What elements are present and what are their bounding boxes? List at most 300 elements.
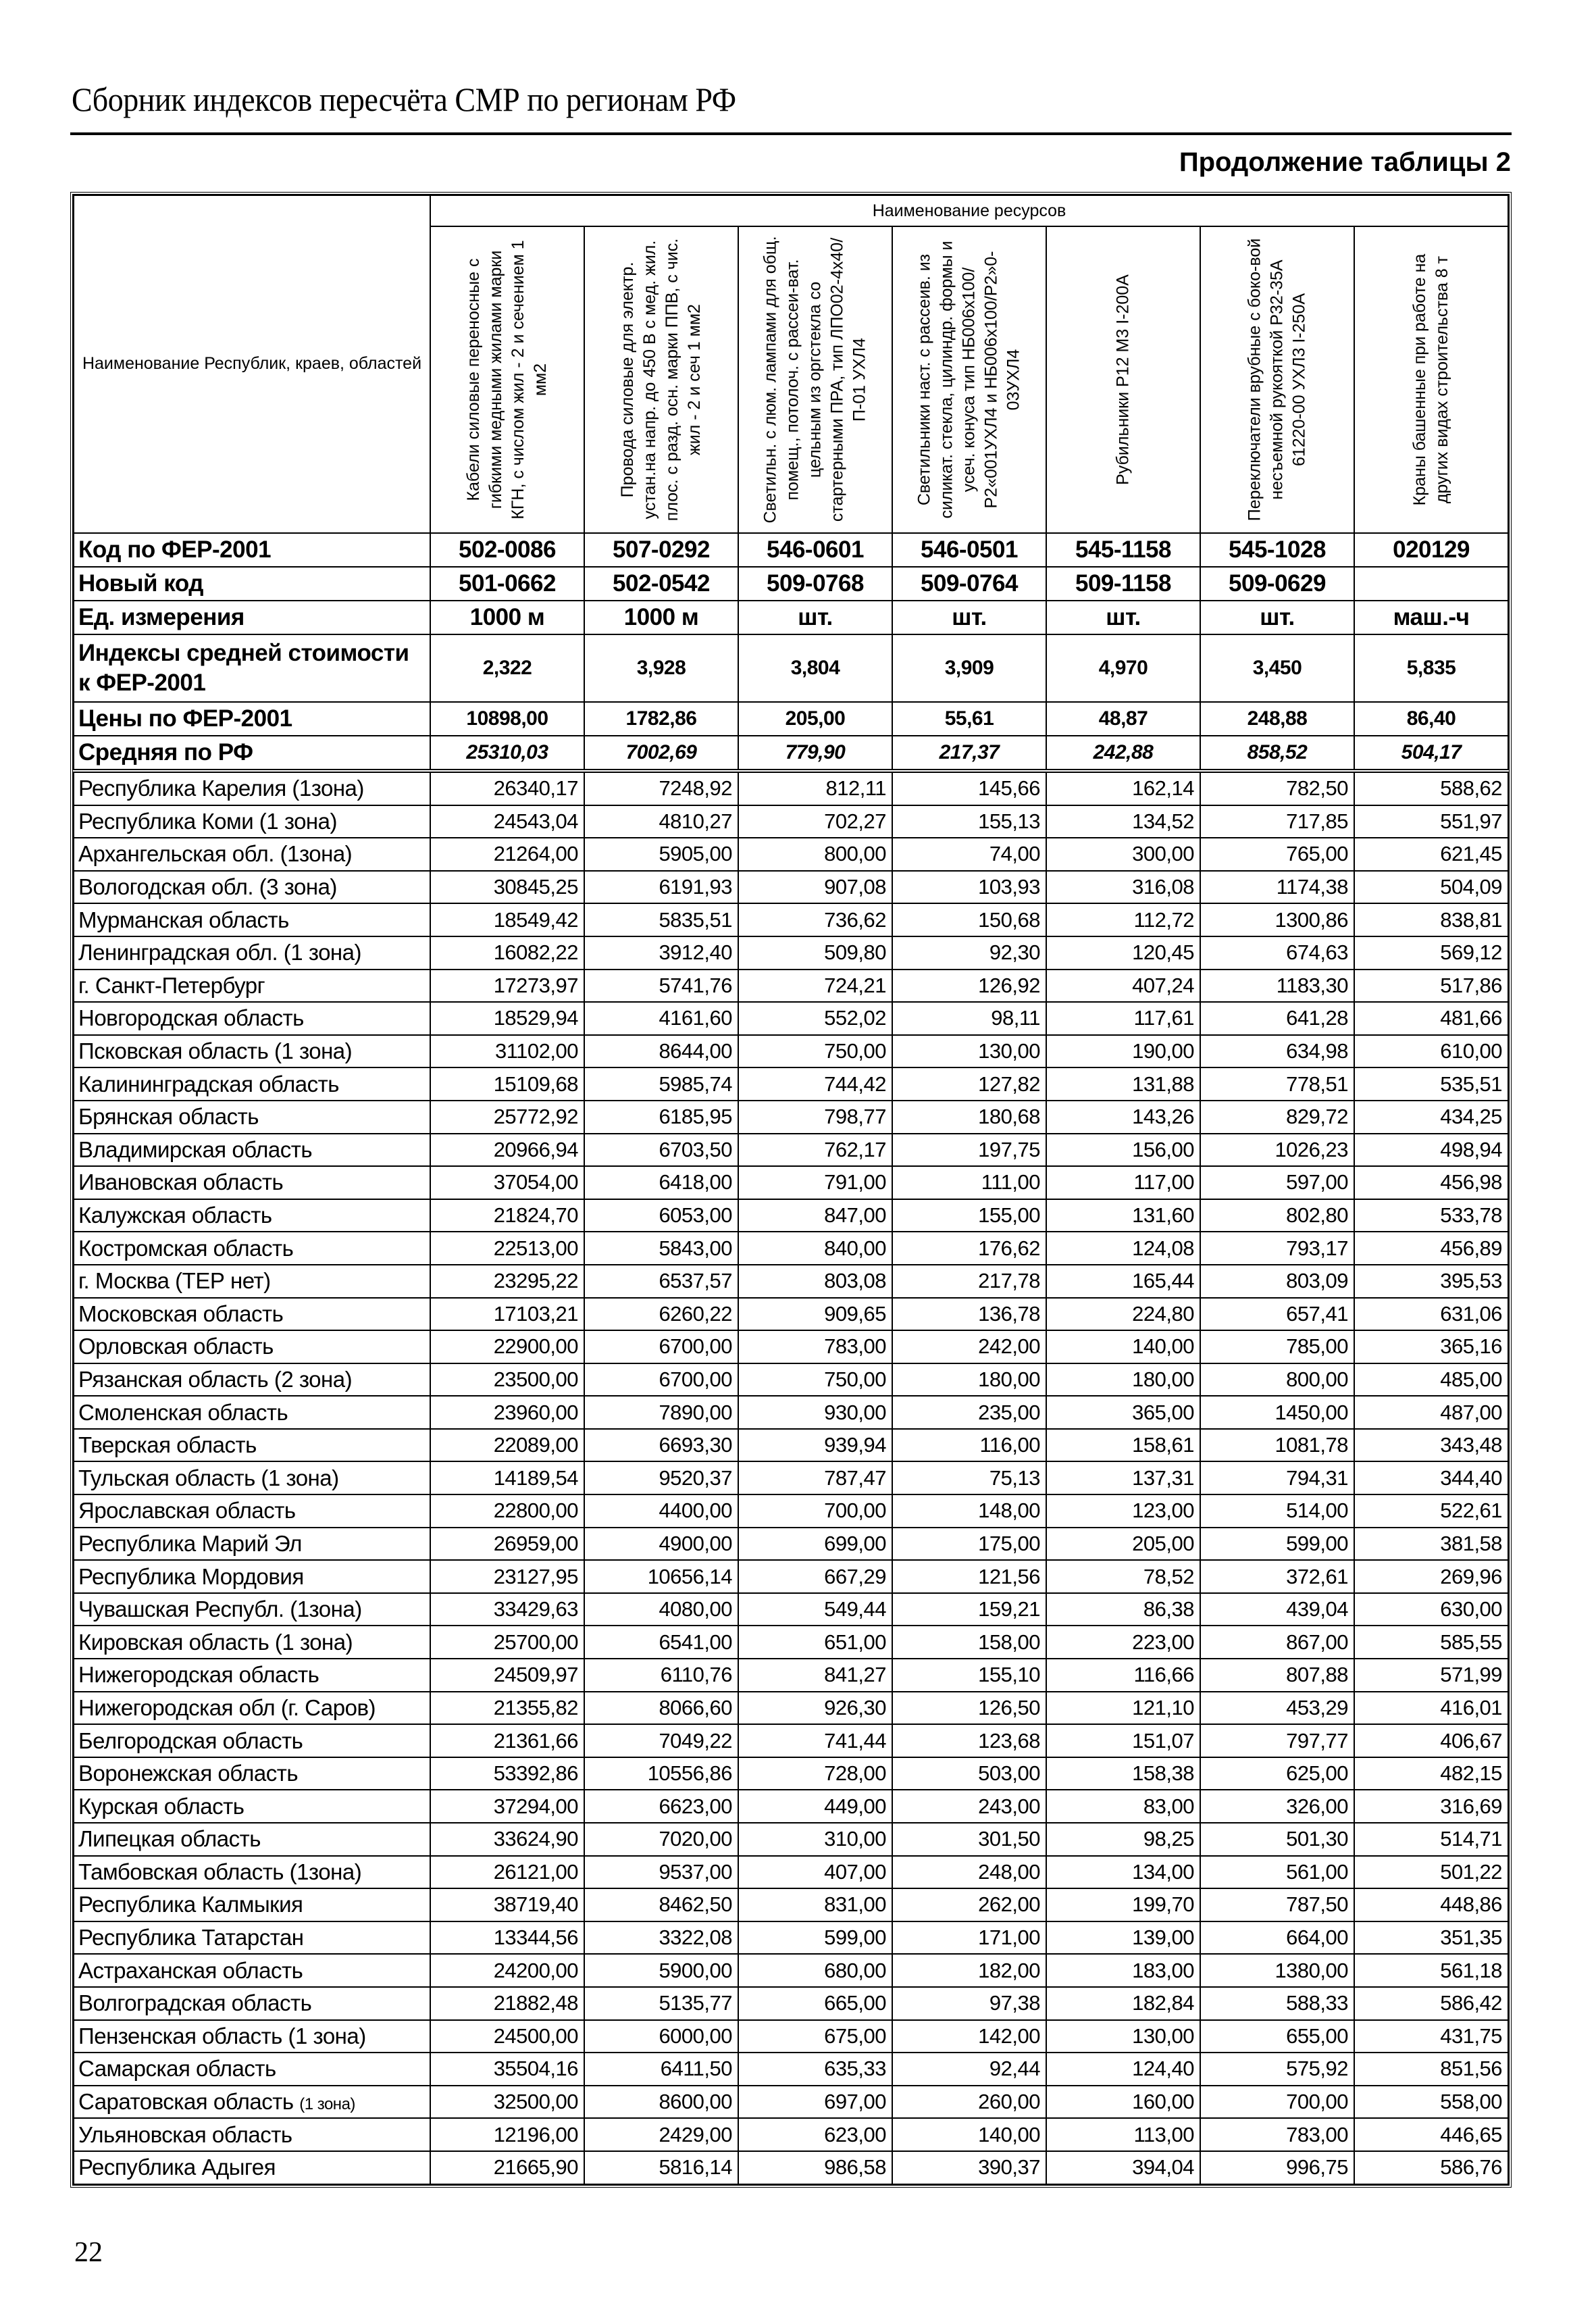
region-label: Волгоградская область: [78, 1990, 312, 2016]
price-cell: 680,00: [738, 1954, 892, 1987]
price-cell: 21882,48: [430, 1987, 584, 2020]
meta-cell: 3,450: [1200, 634, 1354, 702]
meta-cell: 3,928: [584, 634, 738, 702]
price-cell: 634,98: [1200, 1035, 1354, 1068]
price-cell: 126,92: [892, 970, 1046, 1003]
price-cell: 535,51: [1354, 1067, 1508, 1101]
price-cell: 449,00: [738, 1790, 892, 1823]
table-row: [74, 936, 1508, 970]
meta-rows: [74, 533, 1508, 771]
region-label: Мурманская область: [78, 907, 289, 932]
price-cell: 514,00: [1200, 1494, 1354, 1528]
price-cell: 6541,00: [584, 1626, 738, 1659]
region-name: [74, 2020, 430, 2053]
price-cell: 23295,22: [430, 1265, 584, 1298]
price-cell: 631,06: [1354, 1298, 1508, 1331]
price-cell: 25772,92: [430, 1101, 584, 1134]
meta-cell: 546-0601: [738, 533, 892, 567]
meta-cell: 779,90: [738, 736, 892, 771]
price-cell: 23500,00: [430, 1363, 584, 1397]
region-name: [74, 1987, 430, 2020]
price-cell: 6260,22: [584, 1298, 738, 1331]
region-label: Брянская область: [78, 1104, 259, 1130]
unit-row: [74, 601, 1508, 634]
meta-cell: 502-0542: [584, 567, 738, 601]
price-cell: 24509,97: [430, 1659, 584, 1692]
price-cell: 344,40: [1354, 1461, 1508, 1494]
price-cell: 32500,00: [430, 2086, 584, 2119]
price-cell: 1300,86: [1200, 903, 1354, 936]
table-row: [74, 2020, 1508, 2053]
table-row: [74, 1724, 1508, 1757]
price-cell: 503,00: [892, 1757, 1046, 1790]
price-cell: 699,00: [738, 1528, 892, 1561]
meta-cell: 3,909: [892, 634, 1046, 702]
price-cell: 798,77: [738, 1101, 892, 1134]
price-cell: 151,07: [1046, 1724, 1200, 1757]
region-label: Республика Карелия (1зона): [78, 776, 364, 801]
region-label: Республика Мордовия: [78, 1563, 304, 1589]
table-row: [74, 1035, 1508, 1068]
price-cell: 242,00: [892, 1330, 1046, 1363]
price-cell: 509,80: [738, 936, 892, 970]
table-row: [74, 1790, 1508, 1823]
meta-cell: маш.-ч: [1354, 601, 1508, 634]
price-cell: 21355,82: [430, 1692, 584, 1725]
price-cell: 7890,00: [584, 1396, 738, 1429]
price-cell: 406,67: [1354, 1724, 1508, 1757]
region-label: Ленинградская обл. (1 зона): [78, 940, 361, 965]
price-cell: 98,25: [1046, 1823, 1200, 1856]
price-cell: 131,88: [1046, 1067, 1200, 1101]
price-cell: 800,00: [738, 838, 892, 871]
price-cell: 224,80: [1046, 1298, 1200, 1331]
price-cell: 641,28: [1200, 1002, 1354, 1035]
price-cell: 37294,00: [430, 1790, 584, 1823]
price-cell: 143,26: [1046, 1101, 1200, 1134]
price-cell: 217,78: [892, 1265, 1046, 1298]
price-cell: 407,24: [1046, 970, 1200, 1003]
region-name: [74, 1199, 430, 1232]
price-cell: 635,33: [738, 2053, 892, 2086]
table-row: [74, 1888, 1508, 1921]
price-cell: 778,51: [1200, 1067, 1354, 1101]
price-cell: 175,00: [892, 1528, 1046, 1561]
price-cell: 310,00: [738, 1823, 892, 1856]
price-cell: 83,00: [1046, 1790, 1200, 1823]
meta-cell: 242,88: [1046, 736, 1200, 771]
price-cell: 126,50: [892, 1692, 1046, 1725]
table-row: [74, 1002, 1508, 1035]
price-cell: 783,00: [1200, 2118, 1354, 2151]
price-cell: 9537,00: [584, 1856, 738, 1889]
fer-code-row: [74, 533, 1508, 567]
region-name: [74, 2151, 430, 2184]
price-cell: 260,00: [892, 2086, 1046, 2119]
meta-cell: 217,37: [892, 736, 1046, 771]
cost-index-row: [74, 634, 1508, 702]
region-label: Калужская область: [78, 1203, 272, 1228]
price-cell: 381,58: [1354, 1528, 1508, 1561]
price-cell: 269,96: [1354, 1560, 1508, 1593]
price-cell: 439,04: [1200, 1593, 1354, 1626]
price-cell: 787,47: [738, 1461, 892, 1494]
price-cell: 728,00: [738, 1757, 892, 1790]
price-cell: 7020,00: [584, 1823, 738, 1856]
price-cell: 700,00: [1200, 2086, 1354, 2119]
region-label: Псковская область (1 зона): [78, 1038, 353, 1064]
price-cell: 6700,00: [584, 1330, 738, 1363]
region-label: Курская область: [78, 1793, 244, 1819]
table-row: [74, 1461, 1508, 1494]
price-cell: 160,00: [1046, 2086, 1200, 2119]
price-cell: 575,92: [1200, 2053, 1354, 2086]
price-cell: 939,94: [738, 1429, 892, 1462]
resource-header-1: Кабели силовые переносные с гибкими медными жилами марки КГН, с числом жил - 2 и сечением 1 мм2: [430, 226, 584, 533]
table-row: [74, 1265, 1508, 1298]
meta-cell: 509-0768: [738, 567, 892, 601]
price-cell: 569,12: [1354, 936, 1508, 970]
region-name: [74, 1101, 430, 1134]
price-cell: 487,00: [1354, 1396, 1508, 1429]
price-cell: 675,00: [738, 2020, 892, 2053]
price-cell: 996,75: [1200, 2151, 1354, 2184]
region-name: [74, 805, 430, 838]
price-cell: 625,00: [1200, 1757, 1354, 1790]
price-cell: 98,11: [892, 1002, 1046, 1035]
price-cell: 571,99: [1354, 1659, 1508, 1692]
region-name-header: Наименование Республик, краев, областей: [74, 195, 430, 533]
region-label: Самарская область: [78, 2056, 276, 2082]
price-cell: 23127,95: [430, 1560, 584, 1593]
region-name: [74, 771, 430, 805]
price-cell: 456,98: [1354, 1166, 1508, 1199]
region-label: Ивановская область: [78, 1169, 284, 1195]
meta-cell: 545-1158: [1046, 533, 1200, 567]
price-cell: 6700,00: [584, 1363, 738, 1397]
price-cell: 5985,74: [584, 1067, 738, 1101]
table-row: [74, 970, 1508, 1003]
price-cell: 394,04: [1046, 2151, 1200, 2184]
price-cell: 4161,60: [584, 1002, 738, 1035]
price-cell: 97,38: [892, 1987, 1046, 2020]
price-cell: 533,78: [1354, 1199, 1508, 1232]
region-name: [74, 1363, 430, 1397]
region-label: Нижегородская область: [78, 1662, 319, 1688]
price-cell: 155,13: [892, 805, 1046, 838]
price-cell: 4400,00: [584, 1494, 738, 1528]
price-cell: 158,61: [1046, 1429, 1200, 1462]
price-cell: 5741,76: [584, 970, 738, 1003]
price-cell: 416,01: [1354, 1692, 1508, 1725]
price-cell: 162,14: [1046, 771, 1200, 805]
price-cell: 372,61: [1200, 1560, 1354, 1593]
price-cell: 498,94: [1354, 1134, 1508, 1167]
table-row: [74, 1134, 1508, 1167]
price-cell: 24500,00: [430, 2020, 584, 2053]
region-label: Тверская область: [78, 1432, 257, 1458]
price-cell: 123,00: [1046, 1494, 1200, 1528]
price-cell: 597,00: [1200, 1166, 1354, 1199]
price-cell: 10656,14: [584, 1560, 738, 1593]
price-cell: 549,44: [738, 1593, 892, 1626]
price-cell: 8066,60: [584, 1692, 738, 1725]
price-cell: 6537,57: [584, 1265, 738, 1298]
price-cell: 4080,00: [584, 1593, 738, 1626]
price-cell: 155,00: [892, 1199, 1046, 1232]
region-label: Саратовская область: [78, 2089, 294, 2115]
price-cell: 53392,86: [430, 1757, 584, 1790]
price-cell: 586,42: [1354, 1987, 1508, 2020]
price-cell: 787,50: [1200, 1888, 1354, 1921]
price-cell: 803,09: [1200, 1265, 1354, 1298]
price-cell: 485,00: [1354, 1363, 1508, 1397]
region-name: [74, 2118, 430, 2151]
region-name: [74, 2053, 430, 2086]
table-row: [74, 2151, 1508, 2184]
price-cell: 851,56: [1354, 2053, 1508, 2086]
price-cell: 1450,00: [1200, 1396, 1354, 1429]
price-cell: 724,21: [738, 970, 892, 1003]
price-cell: 588,62: [1354, 771, 1508, 805]
region-label: Владимирская область: [78, 1136, 313, 1162]
region-label: г. Москва (ТЕР нет): [78, 1268, 271, 1294]
price-cell: 171,00: [892, 1921, 1046, 1955]
price-cell: 343,48: [1354, 1429, 1508, 1462]
price-cell: 26121,00: [430, 1856, 584, 1889]
region-name: [74, 1659, 430, 1692]
price-cell: 21665,90: [430, 2151, 584, 2184]
price-cell: 838,81: [1354, 903, 1508, 936]
price-cell: 750,00: [738, 1035, 892, 1068]
price-cell: 183,00: [1046, 1954, 1200, 1987]
price-cell: 158,00: [892, 1626, 1046, 1659]
meta-cell: 1782,86: [584, 702, 738, 736]
table-row: [74, 1856, 1508, 1889]
price-cell: 674,63: [1200, 936, 1354, 970]
table-row: [74, 1429, 1508, 1462]
table-row: [74, 871, 1508, 904]
price-cell: 6053,00: [584, 1199, 738, 1232]
price-cell: 123,68: [892, 1724, 1046, 1757]
price-cell: 395,53: [1354, 1265, 1508, 1298]
region-label: г. Санкт-Петербург: [78, 972, 265, 998]
region-name: [74, 1396, 430, 1429]
price-cell: 514,71: [1354, 1823, 1508, 1856]
meta-cell: [1354, 567, 1508, 601]
meta-cell: 1000 м: [584, 601, 738, 634]
region-name: [74, 1330, 430, 1363]
price-cell: 21361,66: [430, 1724, 584, 1757]
price-cell: 22513,00: [430, 1232, 584, 1265]
meta-cell: 2,322: [430, 634, 584, 702]
price-cell: 841,27: [738, 1659, 892, 1692]
price-cell: 124,08: [1046, 1232, 1200, 1265]
region-name: [74, 1035, 430, 1068]
price-cell: 8600,00: [584, 2086, 738, 2119]
table-row: [74, 903, 1508, 936]
price-cell: 623,00: [738, 2118, 892, 2151]
price-cell: 130,00: [1046, 2020, 1200, 2053]
price-cell: 431,75: [1354, 2020, 1508, 2053]
region-name: [74, 1002, 430, 1035]
price-cell: 180,00: [892, 1363, 1046, 1397]
price-cell: 30845,25: [430, 871, 584, 904]
table-row: [74, 1166, 1508, 1199]
region-label: Рязанская область (2 зона): [78, 1366, 353, 1392]
price-cell: 926,30: [738, 1692, 892, 1725]
price-cell: 909,65: [738, 1298, 892, 1331]
region-name: [74, 1790, 430, 1823]
price-cell: 517,86: [1354, 970, 1508, 1003]
price-cell: 610,00: [1354, 1035, 1508, 1068]
price-cell: 665,00: [738, 1987, 892, 2020]
region-name: [74, 1232, 430, 1265]
rf-average-row: [74, 736, 1508, 771]
price-cell: 18549,42: [430, 903, 584, 936]
meta-cell: 858,52: [1200, 736, 1354, 771]
region-label: Орловская область: [78, 1334, 274, 1359]
price-cell: 13344,56: [430, 1921, 584, 1955]
price-cell: 501,22: [1354, 1856, 1508, 1889]
new-code-row: [74, 567, 1508, 601]
meta-cell: шт.: [1046, 601, 1200, 634]
region-label: Архангельская обл. (1зона): [78, 841, 353, 867]
price-cell: 37054,00: [430, 1166, 584, 1199]
price-cell: 717,85: [1200, 805, 1354, 838]
region-rows: [74, 771, 1508, 2184]
price-cell: 736,62: [738, 903, 892, 936]
price-cell: 585,55: [1354, 1626, 1508, 1659]
meta-cell: 509-0629: [1200, 567, 1354, 601]
price-cell: 3322,08: [584, 1921, 738, 1955]
price-cell: 142,00: [892, 2020, 1046, 2053]
region-name: [74, 1856, 430, 1889]
price-cell: 744,42: [738, 1067, 892, 1101]
region-label: Кировская область (1 зона): [78, 1629, 353, 1655]
region-name: [74, 1429, 430, 1462]
price-cell: 765,00: [1200, 838, 1354, 871]
region-label: Московская область: [78, 1301, 284, 1326]
price-cell: 10556,86: [584, 1757, 738, 1790]
price-cell: 351,35: [1354, 1921, 1508, 1955]
price-cell: 4900,00: [584, 1528, 738, 1561]
price-cell: 6703,50: [584, 1134, 738, 1167]
price-cell: 630,00: [1354, 1593, 1508, 1626]
price-cell: 6418,00: [584, 1166, 738, 1199]
price-cell: 16082,22: [430, 936, 584, 970]
price-cell: 6110,76: [584, 1659, 738, 1692]
price-cell: 807,88: [1200, 1659, 1354, 1692]
price-cell: 840,00: [738, 1232, 892, 1265]
price-cell: 17273,97: [430, 970, 584, 1003]
region-label: Смоленская область: [78, 1399, 288, 1425]
price-cell: 561,00: [1200, 1856, 1354, 1889]
meta-cell: 4,970: [1046, 634, 1200, 702]
price-cell: 561,18: [1354, 1954, 1508, 1987]
price-cell: 434,25: [1354, 1101, 1508, 1134]
price-cell: 8462,50: [584, 1888, 738, 1921]
price-cell: 558,00: [1354, 2086, 1508, 2119]
meta-cell: шт.: [892, 601, 1046, 634]
region-name: [74, 1166, 430, 1199]
price-cell: 9520,37: [584, 1461, 738, 1494]
row-label: Индексы средней стоимости к ФЕР-2001: [74, 634, 430, 702]
price-cell: 3912,40: [584, 936, 738, 970]
region-label: Калининградская область: [78, 1071, 339, 1097]
table-row: [74, 1396, 1508, 1429]
price-cell: 190,00: [1046, 1035, 1200, 1068]
price-cell: 6693,30: [584, 1429, 738, 1462]
resource-header-3: Светильн. с люм. лампами для общ. помещ., потолоч. с рассеи-ват. цельным из оргстекла со стартерными ПРА, тип ЛПО02-4х40/П-01 УХЛ4: [738, 226, 892, 533]
price-cell: 150,68: [892, 903, 1046, 936]
region-label: Воронежская область: [78, 1761, 299, 1786]
region-label: Пензенская область (1 зона): [78, 2023, 366, 2048]
price-cell: 316,69: [1354, 1790, 1508, 1823]
meta-cell: 3,804: [738, 634, 892, 702]
meta-cell: 7002,69: [584, 736, 738, 771]
price-cell: 21824,70: [430, 1199, 584, 1232]
price-cell: 1081,78: [1200, 1429, 1354, 1462]
meta-cell: 10898,00: [430, 702, 584, 736]
price-cell: 137,31: [1046, 1461, 1200, 1494]
table-row: [74, 771, 1508, 805]
price-cell: 651,00: [738, 1626, 892, 1659]
fer-price-row: [74, 702, 1508, 736]
price-cell: 326,00: [1200, 1790, 1354, 1823]
region-label: Республика Калмыкия: [78, 1892, 303, 1917]
price-cell: 700,00: [738, 1494, 892, 1528]
price-cell: 127,82: [892, 1067, 1046, 1101]
region-name: [74, 1067, 430, 1101]
price-cell: 17103,21: [430, 1298, 584, 1331]
price-cell: 6191,93: [584, 871, 738, 904]
title-rule: [70, 132, 1512, 135]
price-cell: 6185,95: [584, 1101, 738, 1134]
meta-cell: 25310,03: [430, 736, 584, 771]
price-cell: 20966,94: [430, 1134, 584, 1167]
price-cell: 586,76: [1354, 2151, 1508, 2184]
price-cell: 5135,77: [584, 1987, 738, 2020]
price-cell: 446,65: [1354, 2118, 1508, 2151]
price-cell: 365,16: [1354, 1330, 1508, 1363]
price-cell: 165,44: [1046, 1265, 1200, 1298]
price-cell: 145,66: [892, 771, 1046, 805]
region-name: [74, 1528, 430, 1561]
price-cell: 551,97: [1354, 805, 1508, 838]
meta-cell: 502-0086: [430, 533, 584, 567]
price-cell: 182,00: [892, 1954, 1046, 1987]
price-cell: 7248,92: [584, 771, 738, 805]
price-cell: 197,75: [892, 1134, 1046, 1167]
price-cell: 130,00: [892, 1035, 1046, 1068]
region-name: [74, 1954, 430, 1987]
region-name: [74, 1134, 430, 1167]
table-row: [74, 1232, 1508, 1265]
region-label: Новгородская область: [78, 1005, 304, 1031]
price-cell: 176,62: [892, 1232, 1046, 1265]
price-cell: 124,40: [1046, 2053, 1200, 2086]
price-cell: 86,38: [1046, 1593, 1200, 1626]
price-cell: 741,44: [738, 1724, 892, 1757]
price-cell: 831,00: [738, 1888, 892, 1921]
price-cell: 103,93: [892, 871, 1046, 904]
meta-cell: 545-1028: [1200, 533, 1354, 567]
region-label: Тульская область (1 зона): [78, 1465, 339, 1490]
row-label: Цены по ФЕР-2001: [74, 702, 430, 736]
price-cell: 552,02: [738, 1002, 892, 1035]
price-cell: 25700,00: [430, 1626, 584, 1659]
